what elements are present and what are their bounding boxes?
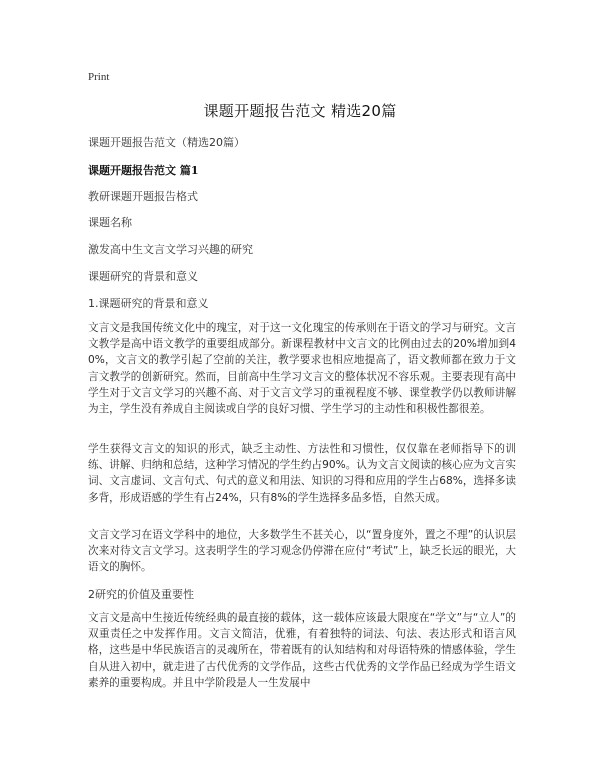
heading-value-sub: 2研究的价值及重要性 — [88, 588, 194, 601]
heading-topic-name-label: 课题名称 — [88, 216, 132, 229]
paragraph-3: 文言文学习在语文学科中的地位，大多数学生不甚关心，以“置身度外，置之不理”的认识层次来对待文言文学习。这表明学生的学习观念仍停滞在应付“考试”上，缺乏长远的眼光，大语文的胸怀。 — [88, 529, 516, 574]
page-title: 课题开题报告范文 精选20篇 — [203, 102, 397, 120]
heading-background-label: 课题研究的背景和意义 — [88, 270, 198, 283]
section-heading: 课题开题报告范文 篇1 — [88, 164, 199, 177]
document-subtitle: 课题开题报告范文（精选20篇） — [88, 136, 245, 149]
paragraph-4: 文言文是高中生接近传统经典的最直接的载体，这一载体应该最大限度在“学文”与“立人”的双重责任之中发挥作用。文言文简洁，优雅，有着独特的词法、句法、表达形式和语言风格，这些是中华民族语言的灵魂所在，带着既有的认知结构和对母语特殊的情感体验，学生自从进入初中，就走进了古代优秀的文学作品，这些古代优秀的文学作品已经成为学生语文素养的重要构成。并且中学阶段是人一生发展中 — [88, 612, 516, 689]
heading-format: 教研课题开题报告格式 — [88, 190, 198, 203]
paragraph-1: 文言文是我国传统文化中的瑰宝，对于这一文化瑰宝的传承则在于语文的学习与研究。文言文教学是高中语文教学的重要组成部分。新课程教材中文言文的比例由过去的20%增加到40%，文言文的教学引起了空前的关注，教学要求也相应地提高了，语文教师都在致力于文言文教学的创新研究。然而，目前高中生学习文言文的整体状况不容乐观。主要表现有高中学生对于文言文学习的兴趣不高、对于文言文学习的重视程度不够、课堂教学仍以教师讲解为主，学生没有养成自主阅读或自学的良好习惯、学生学习的主动性和积极性都很差。 — [88, 322, 516, 416]
paragraph-2: 学生获得文言文的知识的形式，缺乏主动性、方法性和习惯性，仅仅靠在老师指导下的训练、讲解、归纳和总结，这种学习情况的学生约占90%。认为文言文阅读的核心应为文言实词、文言虚词、文言句式、句式的意义和用法、知识的习得和应用的学生占68%，选择多读多背，形成语感的学生有占24%，只有8%的学生选择多品多悟，自然天成。 — [88, 443, 516, 504]
print-label: Print — [88, 71, 110, 83]
heading-topic-name-value: 激发高中生文言文学习兴趣的研究 — [88, 243, 253, 256]
heading-background-sub: 1.课题研究的背景和意义 — [88, 297, 209, 310]
